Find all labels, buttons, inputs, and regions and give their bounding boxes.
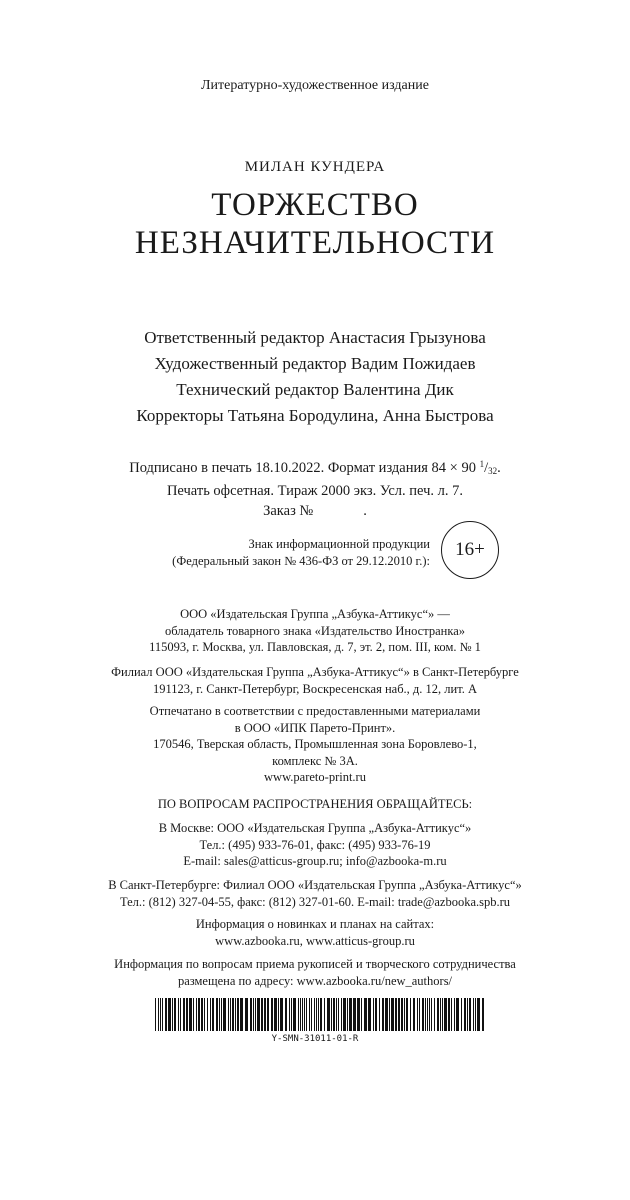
barcode-bar: [210, 998, 211, 1031]
barcode-bar: [404, 998, 405, 1031]
barcode-bar: [180, 998, 181, 1031]
barcode-bar: [357, 998, 360, 1031]
barcode-bar: [349, 998, 352, 1031]
barcode-bar: [212, 998, 214, 1031]
barcode-bar: [304, 998, 305, 1031]
barcode-bar: [331, 998, 332, 1031]
barcode-bar: [165, 998, 167, 1031]
barcode-bar: [324, 998, 325, 1031]
barcode-bar: [204, 998, 205, 1031]
barcode-bar: [434, 998, 435, 1031]
barcode: [155, 998, 485, 1031]
barcode-bar: [172, 998, 173, 1031]
barcode-bar: [451, 998, 452, 1031]
barcode-bar: [364, 998, 367, 1031]
barcode-text: Y-SMN-31011-01-R: [271, 1034, 359, 1044]
barcode-bar: [477, 998, 480, 1031]
barcode-bar: [382, 998, 384, 1031]
barcode-bar: [230, 998, 231, 1031]
title-line-2: НЕЗНАЧИТЕЛЬНОСТИ: [134, 225, 496, 261]
barcode-bar: [232, 998, 234, 1031]
printer-website: www.pareto-print.ru: [264, 770, 366, 784]
barcode-bar: [373, 998, 374, 1031]
barcode-bar: [419, 998, 420, 1031]
barcode-bar: [306, 998, 307, 1031]
order-line: Заказ № .: [263, 503, 367, 519]
barcode-bar: [207, 998, 208, 1031]
barcode-bar: [309, 998, 310, 1031]
barcode-bar: [361, 998, 362, 1031]
barcode-bar: [473, 998, 474, 1031]
printer-block: Отпечатано в соответствии с предоставленными материалами в ООО «ИПК Парето-Принт». 170546, Тверская область, Промышленная зона Боровлево-1, комплекс № 3А. www.pareto-print.ru: [0, 703, 630, 786]
barcode-bar: [353, 998, 356, 1031]
barcode-bar: [300, 998, 301, 1031]
news-info: Информация о новинках и планах на сайтах: www.azbooka.ru, www.atticus-group.ru: [195, 917, 435, 948]
barcode-bar: [168, 998, 171, 1031]
barcode-bar: [320, 998, 322, 1031]
barcode-bar: [347, 998, 348, 1031]
barcode-bar: [395, 998, 397, 1031]
barcode-bar: [379, 998, 380, 1031]
publisher-block: ООО «Издательская Группа „Азбука-Аттикус“» — обладатель товарного знака «Издательство Иностранка» 115093, г. Москва, ул. Павловская, д. 7, эт. 2, пом. III, ком. № 1: [149, 607, 481, 654]
barcode-bar: [196, 998, 197, 1031]
correctors: Корректоры Татьяна Бородулина, Анна Быстрова: [136, 406, 494, 425]
info-product-label: Знак информационной продукции (Федеральный закон № 436-ФЗ от 29.12.2010 г.):: [172, 537, 430, 568]
author-name: МИЛАН КУНДЕРА: [244, 159, 386, 175]
barcode-bar: [162, 998, 163, 1031]
barcode-bar: [413, 998, 415, 1031]
barcode-bar: [155, 998, 156, 1031]
barcode-bar: [440, 998, 441, 1031]
barcode-bar: [240, 998, 243, 1031]
barcode-bar: [264, 998, 266, 1031]
barcode-bar: [221, 998, 222, 1031]
manuscripts-info: Информация по вопросам приема рукописей и творческого сотрудничества размещена по адресу: www.azbooka.ru/new_authors/: [114, 957, 516, 988]
barcode-bar: [289, 998, 290, 1031]
barcode-bar: [454, 998, 455, 1031]
spb-contacts: В Санкт-Петербурге: Филиал ООО «Издательская Группа „Азбука-Аттикус“» Тел.: (812) 327-04-55, факс: (812) 327-01-60. E-mail: trade@azbooka.spb.ru: [108, 878, 522, 909]
editor-technical: Технический редактор Валентина Дик: [176, 380, 454, 399]
genre-label: Литературно-художественное издание: [201, 78, 429, 93]
barcode-bar: [406, 998, 408, 1031]
barcode-bar: [253, 998, 254, 1031]
barcode-bar: [285, 998, 287, 1031]
barcode-bar: [417, 998, 418, 1031]
barcode-bar: [183, 998, 185, 1031]
barcode-bar: [475, 998, 476, 1031]
barcode-bar: [291, 998, 292, 1031]
distribution-heading: ПО ВОПРОСАМ РАСПРОСТРАНЕНИЯ ОБРАЩАЙТЕСЬ:: [157, 797, 473, 811]
barcode-bar: [198, 998, 200, 1031]
barcode-bar: [193, 998, 194, 1031]
barcode-bar: [237, 998, 239, 1031]
editor-art: Художественный редактор Вадим Пожидаев: [154, 354, 476, 373]
age-rating-badge: 16+: [441, 521, 499, 579]
branch-block: Филиал ООО «Издательская Группа „Азбука-Аттикус“» в Санкт-Петербурге 191123, г. Санкт-Петербург, Воскресенская наб., д. 12, лит. А: [111, 665, 519, 696]
barcode-bar: [456, 998, 459, 1031]
barcode-bar: [401, 998, 403, 1031]
barcode-bar: [316, 998, 317, 1031]
barcode-bar: [448, 998, 450, 1031]
editors-block: [0, 325, 630, 429]
barcode-bar: [410, 998, 411, 1031]
barcode-bar: [464, 998, 466, 1031]
barcode-bar: [341, 998, 342, 1031]
barcode-bar: [298, 998, 299, 1031]
barcode-bar: [250, 998, 252, 1031]
barcode-bar: [186, 998, 188, 1031]
barcode-bar: [216, 998, 218, 1031]
barcode-bar: [482, 998, 484, 1031]
barcode-bar: [280, 998, 283, 1031]
barcode-bar: [267, 998, 269, 1031]
barcode-bar: [467, 998, 468, 1031]
print-run-line: Печать офсетная. Тираж 2000 экз. Усл. печ. л. 7.: [166, 483, 464, 499]
barcode-bar: [437, 998, 439, 1031]
barcode-bar: [314, 998, 315, 1031]
barcode-bar: [338, 998, 339, 1031]
barcode-bar: [257, 998, 260, 1031]
moscow-contacts: В Москве: ООО «Издательская Группа „Азбука-Аттикус“» Тел.: (495) 933-76-01, факс: (495) 933-76-19 E-mail: sales@atticus-group.ru; info@azbooka-m.ru: [158, 821, 472, 868]
editor-responsible: Ответственный редактор Анастасия Грызунова: [144, 328, 486, 347]
barcode-bar: [427, 998, 428, 1031]
barcode-bar: [442, 998, 443, 1031]
barcode-bar: [278, 998, 279, 1031]
barcode-bar: [425, 998, 426, 1031]
barcode-bar: [461, 998, 462, 1031]
barcode-bar: [245, 998, 248, 1031]
barcode-bar: [228, 998, 229, 1031]
barcode-bar: [302, 998, 303, 1031]
barcode-bar: [391, 998, 394, 1031]
barcode-bar: [219, 998, 220, 1031]
barcode-bar: [336, 998, 337, 1031]
barcode-bar: [174, 998, 176, 1031]
barcode-bar: [389, 998, 390, 1031]
barcode-bar: [469, 998, 471, 1031]
barcode-bar: [160, 998, 161, 1031]
barcode-bar: [189, 998, 192, 1031]
barcode-bar: [431, 998, 432, 1031]
barcode-bar: [318, 998, 319, 1031]
barcode-bar: [311, 998, 312, 1031]
barcode-bar: [235, 998, 236, 1031]
barcode-bar: [429, 998, 430, 1031]
barcode-bar: [178, 998, 179, 1031]
barcode-bar: [444, 998, 447, 1031]
barcode-bar: [158, 998, 159, 1031]
barcode-bar: [327, 998, 330, 1031]
barcode-bar: [255, 998, 256, 1031]
barcode-bar: [343, 998, 346, 1031]
barcode-bar: [274, 998, 277, 1031]
barcode-bar: [368, 998, 371, 1031]
barcode-bar: [293, 998, 296, 1031]
barcode-bar: [375, 998, 377, 1031]
barcode-bar: [223, 998, 226, 1031]
title-line-1: ТОРЖЕСТВО: [211, 187, 419, 223]
print-info: [0, 454, 630, 521]
book-title: [0, 186, 630, 262]
barcode-bar: [422, 998, 424, 1031]
barcode-bar: [261, 998, 263, 1031]
barcode-bar: [201, 998, 203, 1031]
barcode-bar: [333, 998, 335, 1031]
barcode-bar: [385, 998, 388, 1031]
print-format-line: Подписано в печать 18.10.2022. Формат издания 84 × 90 $^1/_{32}$.: [129, 459, 501, 476]
barcode-bar: [271, 998, 273, 1031]
barcode-bar: [398, 998, 400, 1031]
